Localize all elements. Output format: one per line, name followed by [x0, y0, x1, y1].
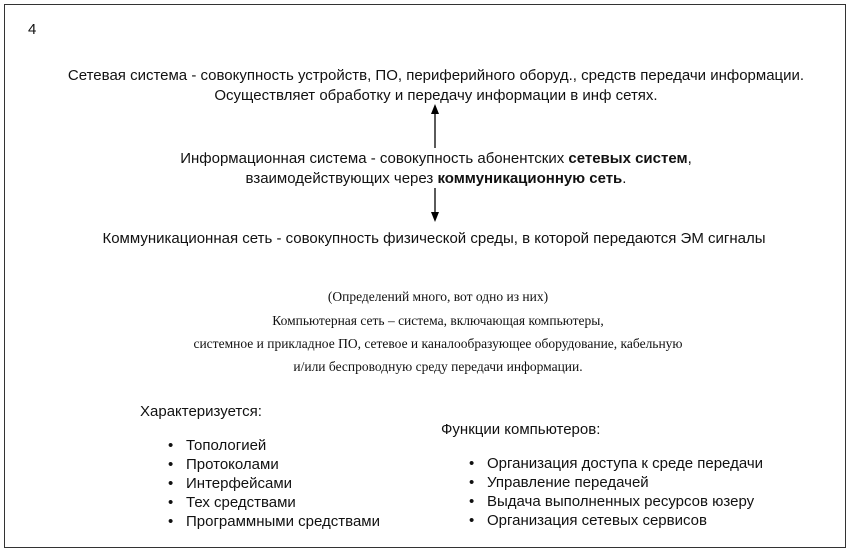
info-system-line1: Информационная система - совокупность абонентских сетевых систем, — [180, 150, 692, 167]
definition-line1: (Определений много, вот одно из них) — [327, 289, 549, 304]
functions-title: Функции компьютеров: — [441, 421, 601, 438]
definition-line2: Компьютерная сеть – система, включающая компьютеры, — [272, 313, 604, 328]
list-item: • Организация сетевых сервисов — [463, 511, 763, 530]
list-item: • Программными средствами — [162, 512, 380, 531]
characterized-list — [162, 436, 380, 531]
definition-line4: и/или беспроводную среду передачи информации. — [293, 359, 583, 374]
comm-network-bold: коммуникационную сеть — [437, 170, 623, 187]
list-item: • Управление передачей — [463, 473, 763, 492]
definition-line3: системное и прикладное ПО, сетевое и каналообразующее оборудование, кабельную — [193, 336, 683, 351]
list-item: • Выдача выполненных ресурсов юзеру — [463, 492, 763, 511]
arrow-down-head — [431, 212, 439, 222]
network-system-line1: Сетевая система - совокупность устройств, ПО, периферийного оборуд., средств передачи информации. — [67, 67, 805, 84]
list-item: • Протоколами — [162, 455, 380, 474]
list-item: • Интерфейсами — [162, 474, 380, 493]
network-systems-bold: сетевых систем — [568, 150, 688, 167]
info-system-line2: взаимодействующих через коммуникационную сеть. — [245, 170, 627, 187]
functions-list — [463, 454, 763, 530]
network-system-line2: Осуществляет обработку и передачу информации в инф сетях. — [214, 87, 658, 104]
list-item: • Топологией — [162, 436, 380, 455]
list-item: • Тех средствами — [162, 493, 380, 512]
arrow-up-head — [431, 104, 439, 114]
list-item: • Организация доступа к среде передачи — [463, 454, 763, 473]
slide-number: 4 — [28, 21, 37, 38]
characterized-title: Характеризуется: — [140, 403, 262, 420]
comm-network-definition: Коммуникационная сеть - совокупность физической среды, в которой передаются ЭМ сигналы — [102, 230, 766, 247]
